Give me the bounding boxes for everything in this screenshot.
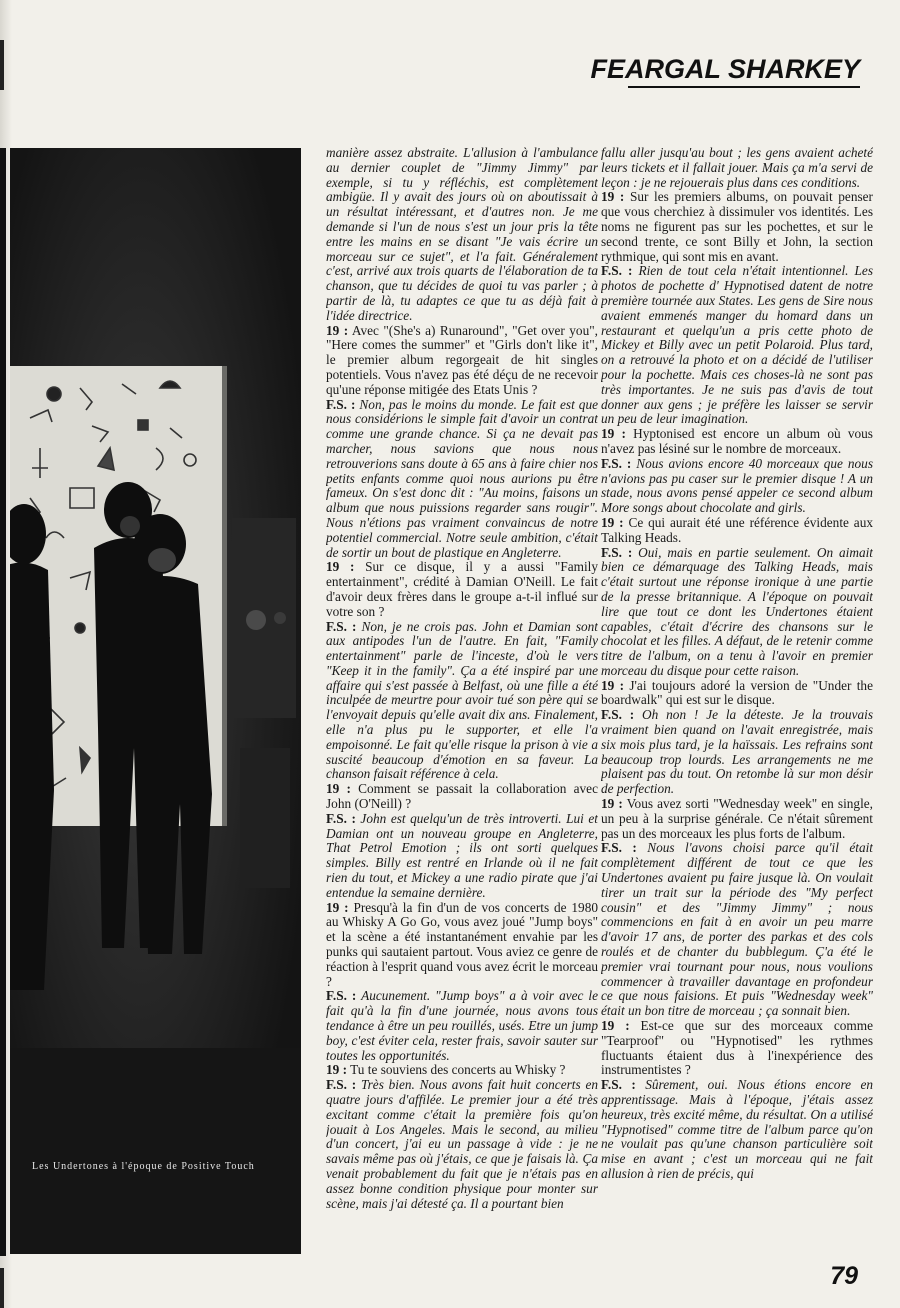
speaker-label: F.S. :	[601, 263, 633, 279]
answer-paragraph	[326, 1078, 598, 1211]
answer-paragraph	[326, 146, 598, 324]
answer-paragraph	[601, 546, 873, 679]
speaker-label: 19 :	[326, 1062, 348, 1078]
speaker-label: 19 :	[601, 189, 625, 205]
paragraph-text: Nous l'avons choisi parce qu'il était complètement différent de tout ce que les Undertones avaient pu faire jusque là. On voulait tirer un trait sur la période des "My perfect cousin" et des "Jimmy Jimmy" ; nous commencions en fait à en avoir un peu marre d'avoir 17 ans, de porter des parkas et des cols roulés et de chanter du bubblegum. Ç'a été le premier vrai tournant pour nous, nous voulions commencer à travailler davantage en profondeur ce que nous faisions. Et puis "Wednesday week" était un bon titre de morceau ; ça sonnait bien.	[601, 840, 873, 1019]
paragraph-text: Très bien. Nous avons fait huit concerts en quatre jours d'affilée. Le premier jour a été très excitant comme c'était la première fois qu'on jouait à Los Angeles. Mais le second, au milieu d'un concert, j'ai eu un passage à vide : je ne savais même pas où j'étais, ce que je faisais là. Ça venait probablement du fait que je n'étais pas en assez bonne condition physique pour monter sur scène, mais j'ai détesté ça. Il a pourtant bien	[326, 1077, 598, 1211]
speaker-label: F.S. :	[601, 455, 632, 471]
paragraph-text: John est quelqu'un de très introverti. Lui et Damian ont un nouveau groupe en Angleterre, That Petrol Emotion ; ils ont sorti quelques simples. Billy est rentré en Irlande où il ne fait rien du tout, et Mickey a une radio pirate que j'ai entendue la semaine dernière.	[326, 810, 598, 900]
paragraph-text: Est-ce que sur des morceaux comme "Tearproof" ou "Hypnotised" les rythmes fluctuants étaient dus à l'inexpérience des instrumentistes ?	[601, 1018, 873, 1078]
speaker-label: F.S. :	[601, 1077, 636, 1093]
answer-paragraph	[326, 989, 598, 1063]
paragraph-text: Oh non ! Je la déteste. Je la trouvais vraiment bien quand on l'avait enregistrée, mais six mois plus tard, je la haïssais. Les refrains sont beaucoup trop lourds. Les arrangements ne me plaisent pas du tout. On retombe là sur mon désir de perfection.	[601, 707, 873, 797]
question-paragraph	[601, 679, 873, 709]
paragraph-text: Sûrement, oui. Nous étions encore en apprentissage. Mais à l'époque, j'étais assez heureux, très excité même, du résultat. On a utilisé "Hypnotised" comme titre de l'album parce qu'on ne voulait pas qu'une chanson particulière soit mise en avant ; c'est un morceau qui ne fait allusion à rien de précis, qui	[601, 1077, 873, 1181]
article-title: FEARGAL SHARKEY	[590, 54, 860, 84]
page-number: 79	[830, 1262, 858, 1290]
photo-caption: Les Undertones à l'époque de Positive Touch	[32, 1161, 255, 1172]
paragraph-text: Nous avions encore 40 morceaux que nous n'avions pas pu caser sur le premier disque ! A un stade, nous avons pensé appeler ce second album More songs about chocolate and girls.	[601, 455, 873, 516]
paragraph-text: Rien de tout cela n'était intentionnel. Les photos de pochette d' Hypnotised datent de notre première tournée aux States. Les gens de Sire nous avaient emmenés manger du homard dans un restaurant et quelqu'un a pris cette photo de Mickey et Billy avec un petit Polaroid. Plus tard, on a retrouvé la photo et on a décidé de l'utiliser pour la pochette. Mais ces choses-là ne sont pas très importantes. Je ne suis pas d'avis de tout donner aux gens ; je préfère les laisser se servir un peu de leur imagination.	[601, 263, 873, 427]
paragraph-text: Non, pas le moins du monde. Le fait est que nous considérions le simple fait d'avoir un contrat comme une grande chance. Si ça ne devait pas marcher, nous savions que nous nous retrouverions sans doute à 65 ans à faire chier nos petits enfants comme quoi nous aurions pu être fameux. On s'est donc dit : "Au moins, faisons un album que nous puissions regarder sans rougir". Nous n'étions pas vraiment convaincus de notre potentiel commercial. Notre seule ambition, c'était de sortir un bout de plastique en Angleterre.	[326, 396, 598, 560]
spine-mark-bottom	[0, 1268, 4, 1308]
speaker-label: 19 :	[601, 426, 626, 442]
paragraph-text: Sur les premiers albums, on pouvait penser que vous cherchiez à dissimuler vos identités. Les noms ne figurent pas sur les pochettes, et sur le second trente, ce sont Billy et John, la section rythmique, qui sont mis en avant.	[601, 189, 873, 264]
speaker-label: 19 :	[326, 899, 349, 915]
answer-paragraph	[601, 264, 873, 427]
question-paragraph	[326, 324, 598, 398]
paragraph-text: Avec "(She's a) Runaround", "Get over you", "Here comes the summer" et "Girls don't like it", le premier album regorgeait de hit singles potentiels. Vous n'avez pas été déçu de ne recevoir qu'une réponse mitigée des Etats Unis ?	[326, 322, 598, 397]
answer-paragraph	[601, 708, 873, 797]
title-underline	[628, 86, 860, 88]
paragraph-text: J'ai toujours adoré la version de "Under the boardwalk" qui est sur le disque.	[601, 677, 873, 708]
answer-paragraph	[326, 620, 598, 783]
paragraph-text: fallu aller jusqu'au bout ; les gens avaient acheté leurs tickets et il fallait jouer. Mais ça m'a servi de leçon : je ne rejouerais plus dans ces conditions.	[601, 146, 873, 190]
answer-paragraph	[326, 812, 598, 901]
paragraph-text: Presqu'à la fin d'un de vos concerts de 1980 au Whisky A Go Go, vous avez joué "Jump boys" et la scène a été instantanément envahie par les punks qui sautaient partout. Vous aviez ce genre de réaction à l'esprit quand vous avez écrit le morceau ?	[326, 899, 598, 989]
question-paragraph	[601, 797, 873, 841]
speaker-label: 19 :	[601, 796, 623, 812]
answer-paragraph	[601, 1078, 873, 1182]
speaker-label: F.S. :	[326, 396, 356, 412]
answer-paragraph	[601, 146, 873, 190]
question-paragraph	[326, 782, 598, 812]
paragraph-text: Aucunement. "Jump boys" a à voir avec le fait qu'à la fin d'une journée, nous avons tous tendance à être un peu rouillés, usés. Etre un jump boy, c'est éviter cela, rester frais, savoir sauter sur toutes les opportunités.	[326, 988, 598, 1063]
answer-paragraph	[601, 457, 873, 516]
question-paragraph	[601, 1019, 873, 1078]
question-paragraph	[326, 1063, 598, 1078]
speaker-label: 19 :	[326, 322, 349, 338]
speaker-label: F.S. :	[326, 988, 357, 1004]
spine-mark-top	[0, 40, 4, 90]
speaker-label: 19 :	[601, 514, 624, 530]
question-paragraph	[601, 427, 873, 457]
paragraph-text: Sur ce disque, il y a aussi "Family entertainment", crédité à Damian O'Neill. Le fait d'avoir deux frères dans le groupe a-t-il influé sur votre son ?	[326, 559, 598, 619]
paragraph-text: Hyptonised est encore un album où vous n'avez pas lésiné sur le nombre de morceaux.	[601, 426, 873, 456]
paragraph-text: Ce qui aurait été une référence évidente aux Talking Heads.	[601, 514, 873, 545]
speaker-label: 19 :	[326, 781, 351, 797]
speaker-label: 19 :	[326, 559, 355, 575]
speaker-label: F.S. :	[326, 618, 357, 634]
question-paragraph	[601, 190, 873, 264]
speaker-label: F.S. :	[601, 840, 637, 856]
speaker-label: F.S. :	[601, 544, 633, 560]
speaker-label: F.S. :	[601, 707, 635, 723]
text-column-2	[601, 146, 873, 1256]
band-photo	[10, 148, 301, 1254]
paragraph-text: Comment se passait la collaboration avec John (O'Neill) ?	[326, 781, 598, 812]
paragraph-text: Non, je ne crois pas. John et Damian sont aux antipodes l'un de l'autre. En fait, "Family entertainment" parle de l'inceste, d'où le vers "Keep it in the family". Ça a été inspiré par une affaire qui s'est passée à Belfast, où une fille a été inculpée de meurtre pour avoir tué son père qui se l'envoyait depuis qu'elle avait dix ans. Finalement, elle n'a plus pu le supporter, et elle l'a empoisonné. Le fait qu'elle risque la prison à vie a suscité beaucoup d'émotion en sa faveur. La chanson faisait référence à cela.	[326, 618, 598, 782]
speaker-label: F.S. :	[326, 1077, 357, 1093]
band-photo-illustration	[10, 148, 301, 1254]
paragraph-text: Vous avez sorti "Wednesday week" en single, un peu à la surprise générale. Ce n'était sûrement pas un des morceaux les plus forts de l'album.	[601, 796, 873, 841]
speaker-label: F.S. :	[326, 810, 356, 826]
speaker-label: 19 :	[601, 677, 625, 693]
speaker-label: 19 :	[601, 1018, 630, 1034]
paragraph-text: manière assez abstraite. L'allusion à l'ambulance au dernier couplet de "Jimmy Jimmy" par exemple, si tu y réfléchis, est complètement ambigüe. Il y avait des jours où on aboutissait à un résultat intéressant, et d'autres non. Je me demande si l'un de nous s'est un jour pris la tête entre les mains en se disant "Je vais écrire un morceau sur ce sujet", et l'a fait. Généralement c'est, arrivé aux trois quarts de l'élaboration de ta chanson, que tu décides de quoi tu vas parler ; à partir de là, tu adaptes ce que tu as déjà fait à l'idée directrice.	[326, 146, 598, 323]
paragraph-text: Tu te souviens des concerts au Whisky ?	[347, 1062, 566, 1078]
paragraph-text: Oui, mais en partie seulement. On aimait bien ce démarquage des Talking Heads, mais c'était surtout une réponse ironique à une partie de la presse britannique. A l'époque on pouvait lire que tout ce dont les Undertones étaient capables, c'était d'écrire des chansons sur le chocolat et les filles. A défaut, de le retenir comme titre de l'album, on a tenu à l'avoir en premier morceau du disque pour cette raison.	[601, 544, 873, 678]
answer-paragraph	[601, 841, 873, 1019]
text-column-1	[326, 146, 598, 1256]
question-paragraph	[326, 560, 598, 619]
question-paragraph	[326, 901, 598, 990]
question-paragraph	[601, 516, 873, 546]
spine-mark-photo-edge	[0, 148, 6, 1256]
answer-paragraph	[326, 398, 598, 561]
